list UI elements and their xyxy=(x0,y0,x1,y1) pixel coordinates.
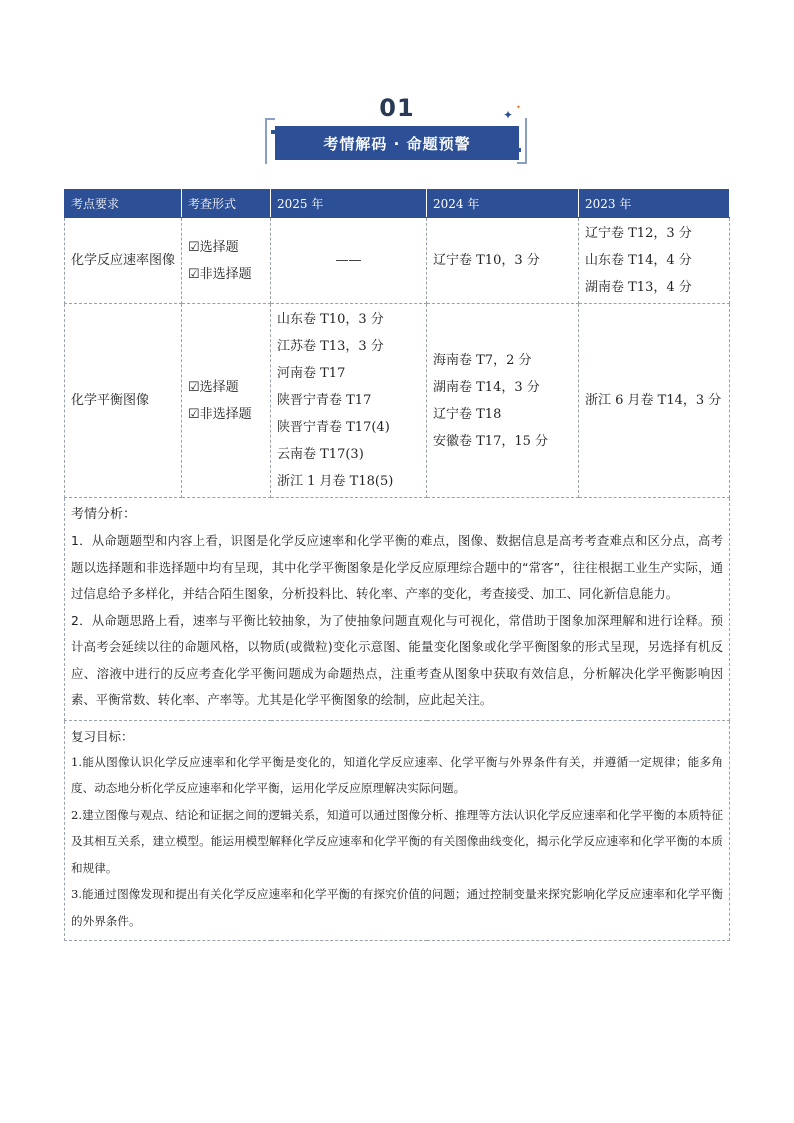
exam-entry: 湖南卷 T13，4 分 xyxy=(585,280,692,295)
analysis-title: 考情分析： xyxy=(71,507,137,522)
exam-entry: 辽宁卷 T18 xyxy=(433,406,502,422)
section-number: 01 xyxy=(379,94,415,122)
exam-entry: 辽宁卷 T10，3 分 xyxy=(433,253,540,268)
goal-paragraph-2: 2.建立图像与观点、结论和证据之间的逻辑关系，知道可以通过图像分析、推理等方法认识化学反应速率和化学平衡的本质特征及其相互关系，建立模型。能运用模型解释化学反应速率和化学平衡的有关图像曲线变化，揭示化学反应速率和化学平衡的本质和规律。 xyxy=(71,807,723,875)
cell-2023 xyxy=(579,218,730,304)
exam-entry: 陕晋宁青卷 T17(4) xyxy=(277,420,390,435)
col-header-2025: 2025 年 xyxy=(271,190,427,218)
sparkle-icon: ✦ xyxy=(503,108,514,122)
topic-cell: 化学反应速率图像 xyxy=(65,218,182,304)
analysis-paragraph-1: 1．从命题题型和内容上看，识图是化学反应速率和化学平衡的难点，图像、数据信息是高考考查难点和区分点，高考题以选择题和非选择题中均有呈现，其中化学平衡图象是化学反应原理综合题中的“常客”，往往根据工业生产实际，通过信息给予多样化，并结合陌生图象，分析投料比、转化率、产率的变化，考查接受、加工、同化新信息能力。 xyxy=(71,533,723,601)
checkbox-choice: ☑选择题 xyxy=(188,379,239,395)
cell-2024 xyxy=(427,218,579,304)
col-header-2024: 2024 年 xyxy=(427,190,579,218)
exam-entry: 江苏卷 T13，3 分 xyxy=(277,339,384,354)
sparkle-small-icon: ✦ xyxy=(516,104,522,111)
exam-entry: 河南卷 T17 xyxy=(277,366,346,381)
exam-entry: —— xyxy=(335,253,362,268)
goals-row xyxy=(65,720,730,941)
form-cell xyxy=(182,304,271,498)
cell-2025 xyxy=(271,218,427,304)
table-header-row xyxy=(65,190,730,218)
col-header-topic: 考点要求 xyxy=(65,190,182,218)
cell-2023 xyxy=(579,304,730,498)
topic-cell: 化学平衡图像 xyxy=(65,304,182,498)
goal-paragraph-1: 1.能从图像认识化学反应速率和化学平衡是变化的，知道化学反应速率、化学平衡与外界条件有关，并遵循一定规律；能多角度、动态地分析化学反应速率和化学平衡，运用化学反应原理解决实际问题。 xyxy=(71,754,723,795)
checkbox-nonchoice: ☑非选择题 xyxy=(188,266,252,282)
checkbox-nonchoice: ☑非选择题 xyxy=(188,406,252,422)
checkbox-choice: ☑选择题 xyxy=(188,239,239,255)
form-cell xyxy=(182,218,271,304)
exam-entry: 海南卷 T7，2 分 xyxy=(433,352,532,368)
section-banner xyxy=(265,118,527,164)
analysis-paragraph-2: 2．从命题思路上看，速率与平衡比较抽象，为了使抽象问题直观化与可视化，常借助于图象加深理解和进行诠释。预计高考会延续以往的命题风格，以物质(或微粒)变化示意图、能量变化图象或化学平衡图象的形式呈现，另选择有机反应、溶液中进行的反应考查化学平衡问题成为命题热点，注重考查从图象中获取有效信息，分析解决化学平衡影响因素、平衡常数、转化率、产率等。尤其是化学平衡图象的绘制，应此起关注。 xyxy=(71,612,723,707)
exam-entry: 山东卷 T10，3 分 xyxy=(277,312,384,327)
banner-bracket-left xyxy=(265,118,275,164)
exam-entry: 浙江 6 月卷 T14，3 分 xyxy=(585,393,722,408)
exam-entry: 陕晋宁青卷 T17 xyxy=(277,393,372,408)
col-header-form: 考查形式 xyxy=(182,190,271,218)
banner-title: 考情解码 · 命题预警 xyxy=(275,126,519,160)
exam-analysis-table xyxy=(64,189,730,941)
goals-cell xyxy=(65,720,730,941)
goals-title: 复习目标： xyxy=(71,728,134,744)
goal-paragraph-3: 3.能通过图像发现和提出有关化学反应速率和化学平衡的有探究价值的问题；通过控制变量来探究影响化学反应速率和化学平衡的外界条件。 xyxy=(71,887,723,928)
exam-entry: 湖南卷 T14，3 分 xyxy=(433,379,540,395)
exam-entry: 浙江 1 月卷 T18(5) xyxy=(277,474,394,489)
cell-2025 xyxy=(271,304,427,498)
table-row xyxy=(65,304,730,498)
exam-entry: 山东卷 T14，4 分 xyxy=(585,253,692,268)
exam-entry: 云南卷 T17(3) xyxy=(277,447,364,462)
exam-entry: 辽宁卷 T12，3 分 xyxy=(585,226,692,241)
exam-entry: 安徽卷 T17，15 分 xyxy=(433,433,549,449)
table-row xyxy=(65,218,730,304)
analysis-row xyxy=(65,498,730,721)
analysis-cell xyxy=(65,498,730,721)
cell-2024 xyxy=(427,304,579,498)
col-header-2023: 2023 年 xyxy=(579,190,730,218)
